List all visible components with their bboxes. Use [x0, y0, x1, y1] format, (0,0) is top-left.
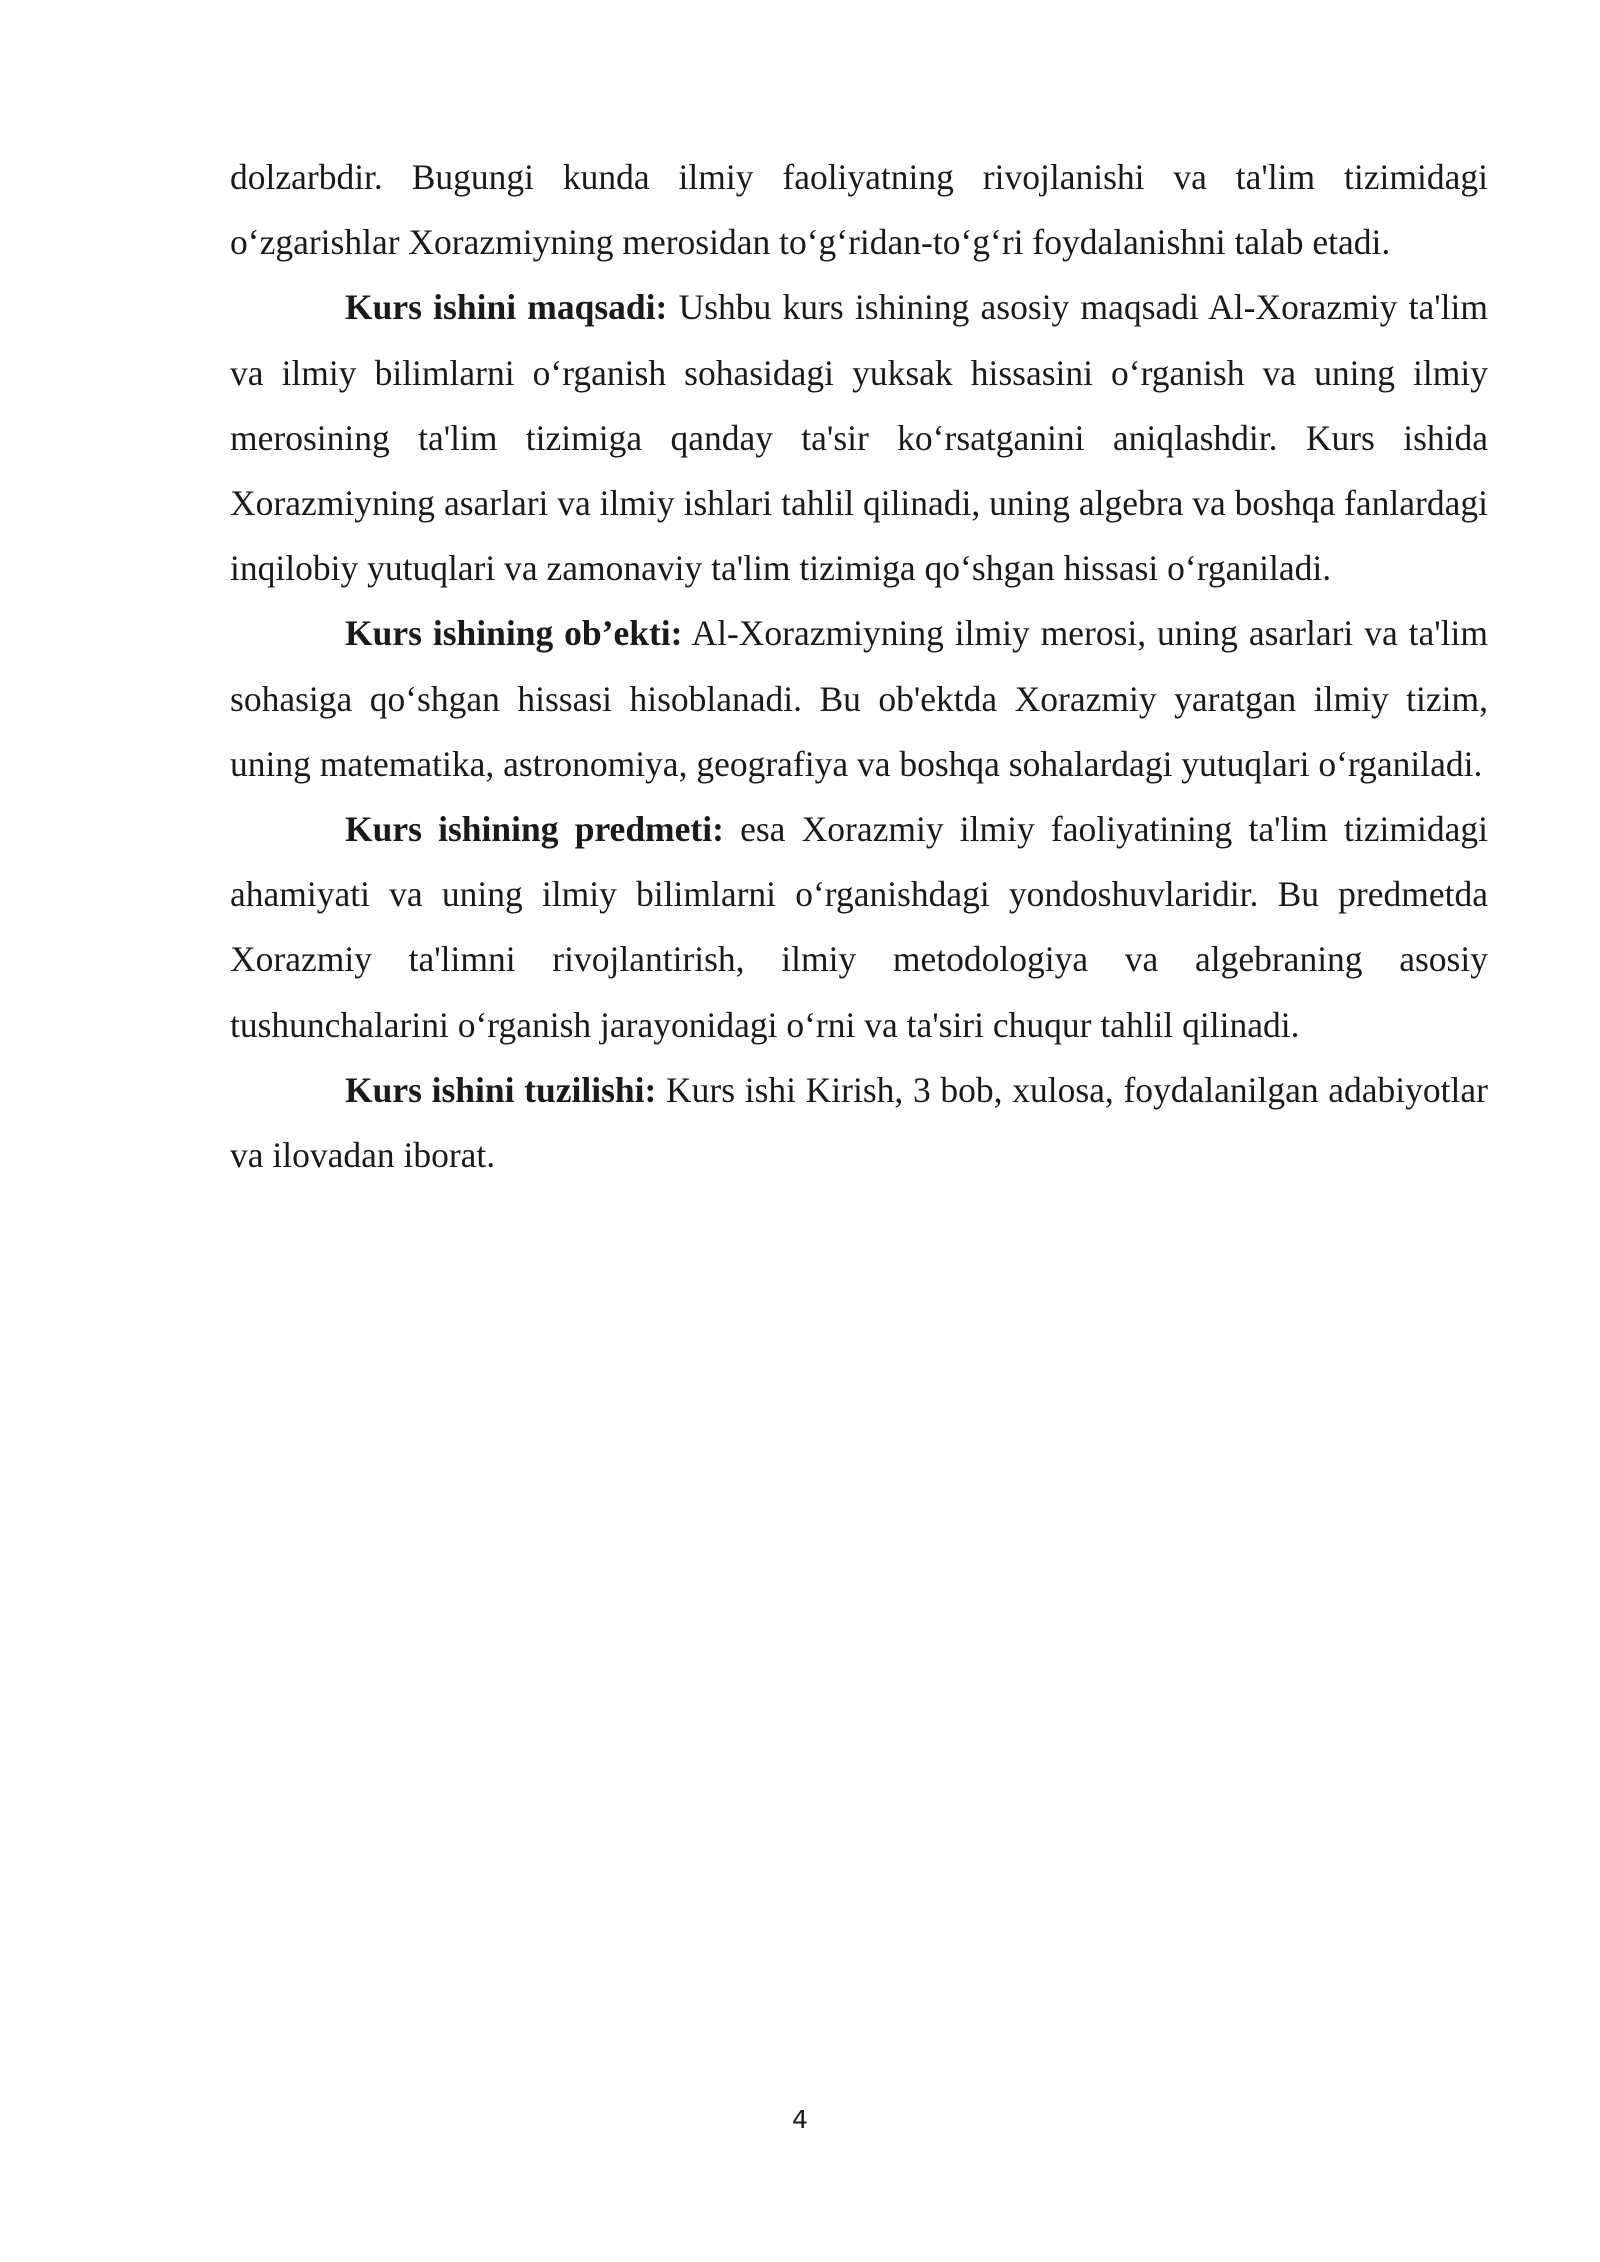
paragraph-object	[230, 601, 1488, 797]
paragraph-continuation	[230, 145, 1488, 275]
paragraph-text: dolzarbdir. Bugungi kunda ilmiy faoliyatning rivojlanishi va ta'lim tizimidagi o‘zgarishlar Xorazmiyning merosidan to‘g‘ridan-to‘g‘ri foydalanishni talab etadi.	[230, 157, 1488, 263]
paragraph-text: esa Xorazmiy ilmiy faoliyatining ta'lim tizimidagi ahamiyati va uning ilmiy bilimlarni o‘rganishdagi yondoshuvlaridir. Bu predmetda Xorazmiy ta'limni rivojlantirish, ilmiy metodologiya va algebraning asosiy tushunchalarini o‘rganish jarayonidagi o‘rni va ta'siri chuqur tahlil qilinadi.	[230, 809, 1488, 1045]
paragraph-purpose	[230, 275, 1488, 601]
paragraph-text: Kurs ishi Kirish, 3 bob, xulosa, foydalanilgan adabiyotlar va ilovadan iborat.	[230, 1069, 1488, 1176]
paragraph-lead: Kurs ishining ob’ekti:	[345, 613, 683, 654]
body-text	[230, 145, 1488, 1188]
paragraph-lead: Kurs ishining predmeti:	[345, 809, 724, 850]
paragraph-text: Al-Xorazmiyning ilmiy merosi, uning asarlari va ta'lim sohasiga qo‘shgan hissasi hisoblanadi. Bu ob'ektda Xorazmiy yaratgan ilmiy tizim, uning matematika, astronomiya, geografiya va boshqa sohalardagi yutuqlari o‘rganiladi.	[230, 613, 1488, 784]
paragraph-structure	[230, 1058, 1488, 1188]
paragraph-lead: Kurs ishini tuzilishi:	[345, 1069, 657, 1110]
paragraph-subject	[230, 797, 1488, 1058]
paragraph-text: Ushbu kurs ishining asosiy maqsadi Al-Xorazmiy ta'lim va ilmiy bilimlarni o‘rganish sohasidagi yuksak hissasini o‘rganish va uning ilmiy merosining ta'lim tizimiga qanday ta'sir ko‘rsatganini aniqlashdir. Kurs ishida Xorazmiyning asarlari va ilmiy ishlari tahlil qilinadi, uning algebra va boshqa fanlardagi inqilobiy yutuqlari va zamonaviy ta'lim tizimiga qo‘shgan hissasi o‘rganiladi.	[230, 287, 1488, 589]
page-number: 4	[792, 2105, 808, 2134]
paragraph-lead: Kurs ishini maqsadi:	[345, 287, 668, 328]
